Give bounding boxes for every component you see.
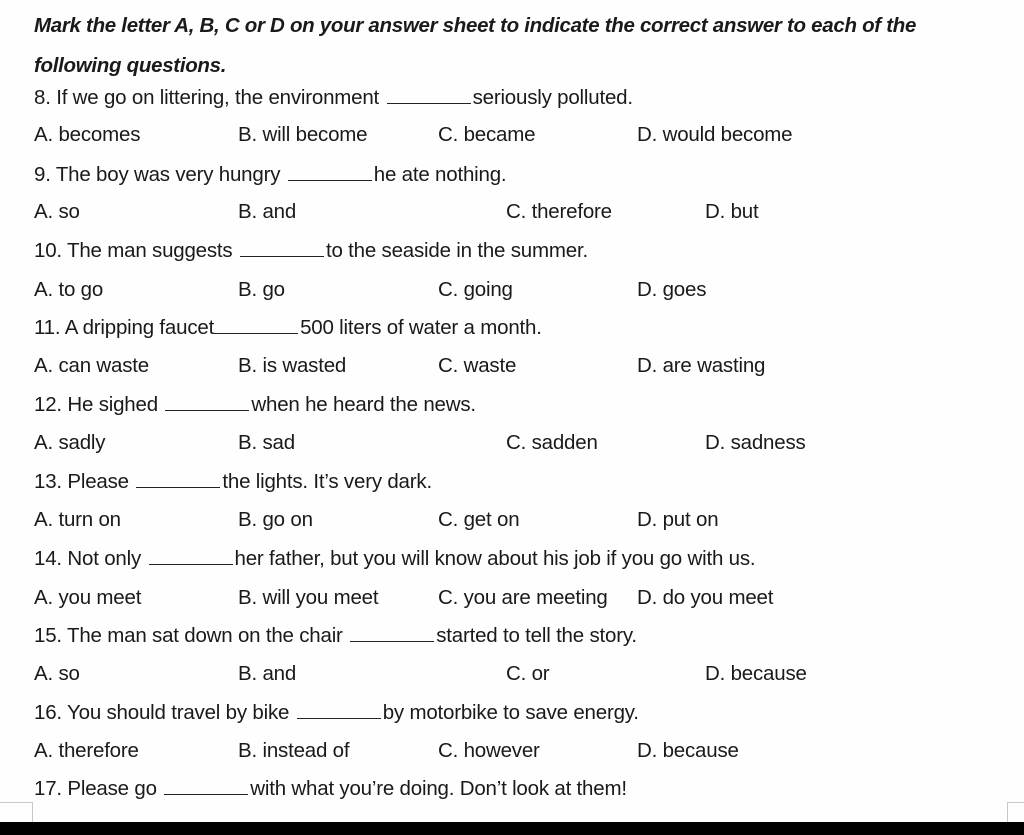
question-text-after: when he heard the news. xyxy=(251,393,476,416)
question-text: 10. The man suggests xyxy=(34,239,233,262)
option-c: C. get on xyxy=(438,508,520,531)
question-text: 8. If we go on littering, the environment xyxy=(34,86,380,109)
option-a: A. can waste xyxy=(34,354,149,377)
question-14 xyxy=(34,547,755,571)
option-c: C. or xyxy=(506,662,550,685)
question-text-after: started to tell the story. xyxy=(436,624,637,647)
option-c: C. you are meeting xyxy=(438,586,608,609)
option-b: B. instead of xyxy=(238,739,350,762)
question-text-after: by motorbike to save energy. xyxy=(382,701,639,724)
answer-blank xyxy=(240,239,324,257)
option-a: A. therefore xyxy=(34,739,139,762)
answer-blank xyxy=(214,316,298,334)
question-text: 9. The boy was very hungry xyxy=(34,163,281,186)
answer-blank xyxy=(136,470,220,488)
option-c: C. waste xyxy=(438,354,517,377)
question-16 xyxy=(34,701,639,725)
page-corner-right xyxy=(1007,802,1024,823)
option-a: A. so xyxy=(34,662,80,685)
question-15 xyxy=(34,624,637,648)
bottom-bar xyxy=(0,822,1024,835)
question-text: 17. Please go xyxy=(34,777,157,800)
question-text-after: 500 liters of water a month. xyxy=(300,316,542,339)
option-b: B. is wasted xyxy=(238,354,347,377)
option-a: A. you meet xyxy=(34,586,142,609)
option-d: D. because xyxy=(705,662,807,685)
option-c: C. sadden xyxy=(506,431,598,454)
option-d: D. but xyxy=(705,200,759,223)
question-13 xyxy=(34,470,432,494)
option-b: B. will become xyxy=(238,123,368,146)
question-text: 16. You should travel by bike xyxy=(34,701,290,724)
question-12 xyxy=(34,393,476,417)
option-a: A. so xyxy=(34,200,80,223)
page-corner-left xyxy=(0,802,33,823)
option-c: C. became xyxy=(438,123,536,146)
question-text: 11. A dripping faucet xyxy=(34,316,215,339)
question-text-after: he ate nothing. xyxy=(373,163,507,186)
question-text-after: seriously polluted. xyxy=(472,86,633,109)
question-10 xyxy=(34,239,588,263)
option-d: D. because xyxy=(637,739,739,762)
option-b: B. will you meet xyxy=(238,586,379,609)
option-d: D. sadness xyxy=(705,431,806,454)
question-text: 13. Please xyxy=(34,470,129,493)
question-17 xyxy=(34,777,627,801)
option-c: C. going xyxy=(438,278,513,301)
option-a: A. sadly xyxy=(34,431,106,454)
question-8 xyxy=(34,86,633,110)
option-b: B. sad xyxy=(238,431,295,454)
question-11 xyxy=(34,316,542,340)
option-b: B. go xyxy=(238,278,285,301)
question-text-after: with what you’re doing. Don’t look at them! xyxy=(250,777,627,800)
answer-blank xyxy=(164,777,248,795)
question-text: 12. He sighed xyxy=(34,393,158,416)
question-text: 15. The man sat down on the chair xyxy=(34,624,343,647)
option-d: D. goes xyxy=(637,278,707,301)
option-a: A. to go xyxy=(34,278,104,301)
instructions: Mark the letter A, B, C or D on your answer sheet to indicate the correct answer to each of the following questions. xyxy=(34,14,917,77)
option-b: B. and xyxy=(238,662,297,685)
option-d: D. are wasting xyxy=(637,354,766,377)
answer-blank xyxy=(297,701,381,719)
answer-blank xyxy=(288,163,372,181)
answer-blank xyxy=(387,86,471,104)
question-text: 14. Not only xyxy=(34,547,141,570)
answer-blank xyxy=(350,624,434,642)
option-a: A. becomes xyxy=(34,123,141,146)
question-text-after: the lights. It’s very dark. xyxy=(222,470,432,493)
option-b: B. go on xyxy=(238,508,313,531)
question-text-after: to the seaside in the summer. xyxy=(325,239,588,262)
option-d: D. do you meet xyxy=(637,586,774,609)
option-d: D. put on xyxy=(637,508,719,531)
answer-blank xyxy=(149,547,233,565)
option-d: D. would become xyxy=(637,123,793,146)
answer-blank xyxy=(165,393,249,411)
option-b: B. and xyxy=(238,200,297,223)
option-c: C. however xyxy=(438,739,540,762)
option-a: A. turn on xyxy=(34,508,121,531)
question-9 xyxy=(34,163,506,187)
question-text-after: her father, but you will know about his job if you go with us. xyxy=(234,547,756,570)
option-c: C. therefore xyxy=(506,200,612,223)
